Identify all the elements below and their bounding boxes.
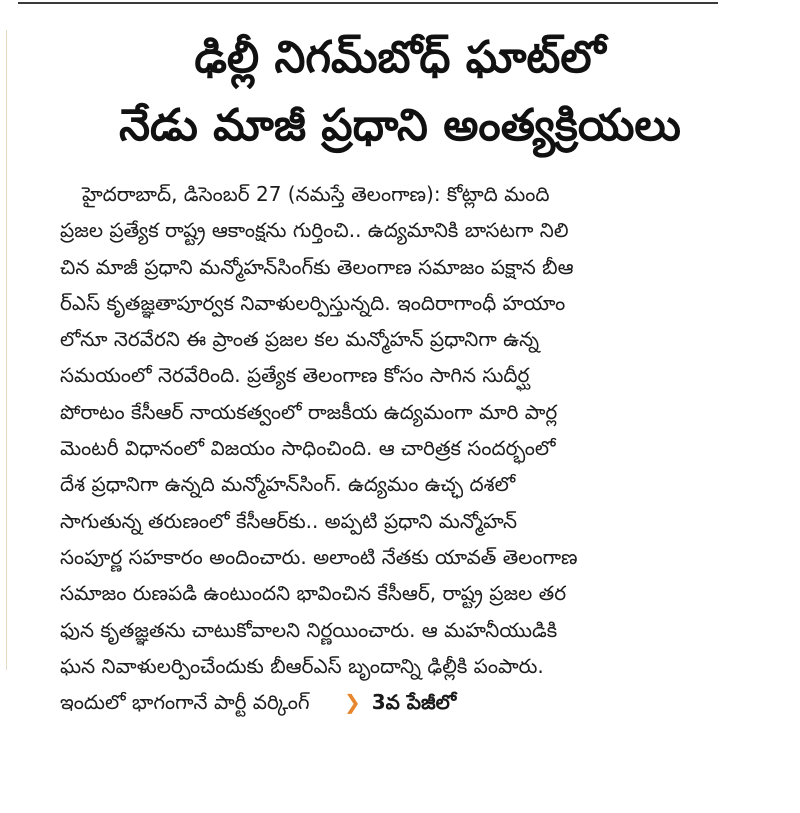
continued-on-page-label: 3వ పేజీలో bbox=[371, 690, 457, 715]
article-line: హైదరాబాద్‌, డిసెంబర్‌ 27 (నమస్తే తెలంగాణ): కోట్లాది మంది bbox=[82, 182, 550, 206]
chevron-right-icon: ❯ bbox=[343, 690, 361, 715]
article-line: లోనూ నెరవేరని ఈ ప్రాంత ప్రజల కల మన్మోహన్‌ ప్రధానిగా ఉన్న bbox=[60, 327, 540, 352]
article-line: సాగుతున్న తరుణంలో కేసీఆర్‌కు.. అప్పటి ప్రధాని మన్మోహన్‌ bbox=[60, 508, 518, 533]
article-line: మెంటరీ విధానంలో విజయం సాధించింది. ఆ చారిత్రక సందర్భంలో bbox=[60, 436, 556, 461]
article-line: చిన మాజీ ప్రధాని మన్మోహన్‌సింగ్‌కు తెలంగాణ సమాజం పక్షాన బీఆ bbox=[60, 254, 574, 279]
column-margin-line bbox=[6, 30, 7, 670]
article-body bbox=[60, 176, 748, 720]
headline bbox=[40, 24, 760, 160]
article-line: ఘన నివాళులర్పించేందుకు బీఆర్‌ఎస్‌ బృందాన్ని ఢిల్లీకి పంపారు. bbox=[60, 653, 544, 678]
headline-line-1: ఢిల్లీ నిగమ్‌బోధ్‌ ఘాట్‌లో bbox=[194, 32, 606, 83]
article-line: దేశ ప్రధానిగా ఉన్నది మన్మోహన్‌సింగ్‌. ఉద్యమం ఉచ్ఛ దశలో bbox=[60, 472, 516, 497]
article-line: ప్రజల ప్రత్యేక రాష్ట్ర ఆకాంక్షను గుర్తించి.. ఉద్యమానికి బాసటగా నిలి bbox=[60, 218, 569, 243]
article-line: ర్‌ఎస్‌ కృతజ్ఞతాపూర్వక నివాళులర్పిస్తున్నది. ఇందిరాగాంధీ హయాం bbox=[60, 290, 566, 315]
article-line: ఫున కృతజ్ఞతను చాటుకోవాలని నిర్ణయించారు. ఆ మహనీయుడికి bbox=[60, 617, 558, 642]
article-line: సంపూర్ణ సహకారం అందించారు. అలాంటి నేతకు యావత్‌ తెలంగాణ bbox=[60, 544, 578, 569]
article-line: సమాజం రుణపడి ఉంటుందని భావించిన కేసీఆర్‌, రాష్ట్ర ప్రజల తర bbox=[60, 581, 567, 606]
continued-on-page-link[interactable] bbox=[344, 684, 456, 720]
article-last-line-text: ఇందులో భాగంగానే పార్టీ వర్కింగ్‌ bbox=[60, 690, 310, 715]
article-line: సమయంలో నెరవేరింది. ప్రత్యేక తెలంగాణ కోసం సాగిన సుదీర్ఘ bbox=[60, 363, 530, 388]
article-line: పోరాటం కేసీఆర్‌ నాయకత్వంలో రాజకీయ ఉద్యమంగా మారి పార్ల bbox=[60, 399, 558, 424]
headline-line-2: నేడు మాజీ ప్రధాని అంత్యక్రియలు bbox=[119, 100, 681, 151]
top-divider bbox=[18, 2, 718, 4]
article-last-line bbox=[60, 684, 748, 720]
